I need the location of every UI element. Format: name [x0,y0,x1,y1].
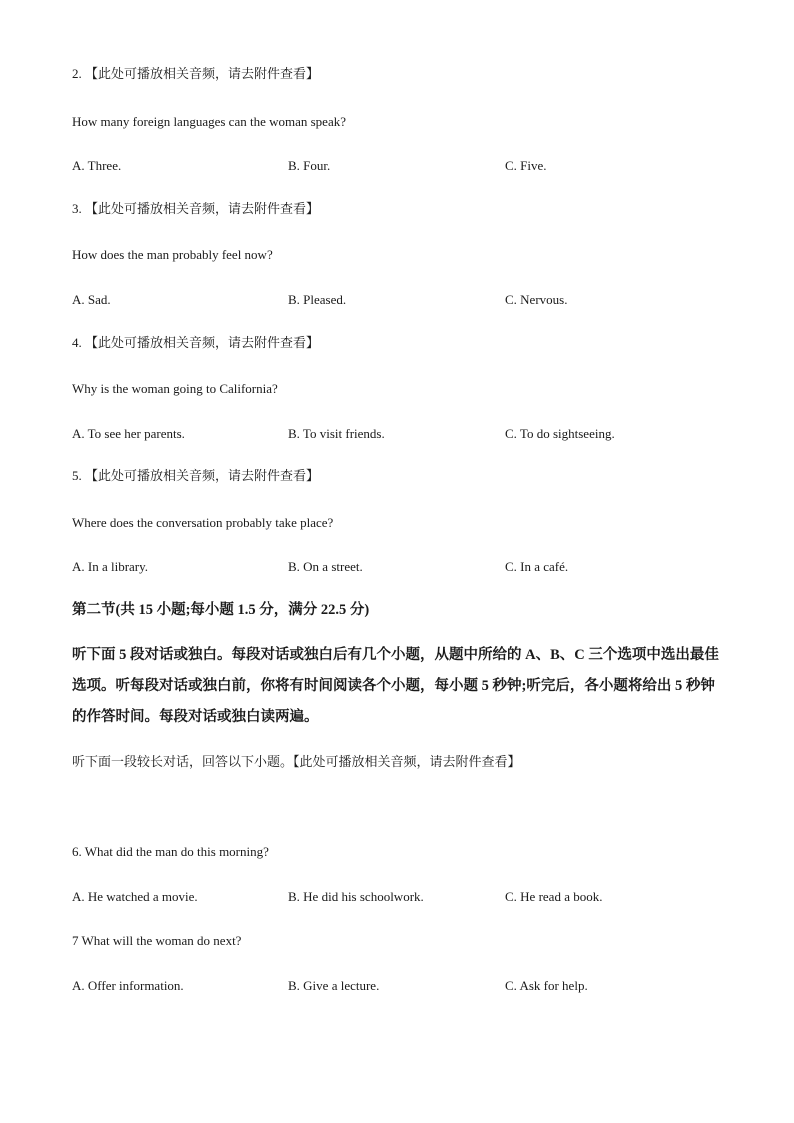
audio-placeholder-link[interactable]: 【此处可播放相关音频，请去附件查看】 [85,66,320,81]
audio-placeholder-link[interactable]: 【此处可播放相关音频，请去附件查看】 [85,468,320,483]
question-6-option-c: C. He read a book. [505,889,603,904]
question-3-option-b: B. Pleased. [288,292,347,307]
question-number: 5. [72,468,82,483]
question-4-header [72,335,319,351]
section-2-instructions: 听下面 5 段对话或独白。每段对话或独白后有几个小题，从题中所给的 A、B、C 三个选项中选出最佳选项。听每段对话或独白前，你将有时间阅读各个小题，每小题 5 秒钟;听完后，各小题将给出 5 秒钟的作答时间。每段对话或独白读两遍。 [72,647,719,725]
question-7-option-b: B. Give a lecture. [288,978,380,993]
question-5-header [72,468,319,484]
question-2-option-b: B. Four. [288,158,331,173]
question-5-stem: Where does the conversation probably take place? [72,515,334,530]
question-3-stem: How does the man probably feel now? [72,247,273,262]
question-7-option-c: C. Ask for help. [505,978,588,993]
question-2-stem: How many foreign languages can the woman speak? [72,114,346,129]
question-number: 4. [72,335,82,350]
question-4-option-a: A. To see her parents. [72,426,185,441]
question-3-option-c: C. Nervous. [505,292,568,307]
question-4-option-b: B. To visit friends. [288,426,385,441]
question-2-option-c: C. Five. [505,158,547,173]
question-7-option-a: A. Offer information. [72,978,184,993]
audio-placeholder-link[interactable]: 【此处可播放相关音频，请去附件查看】 [85,335,320,350]
section-2-lead: 听下面一段较长对话，回答以下小题。【此处可播放相关音频，请去附件查看】 [72,754,521,769]
question-7-stem: 7 What will the woman do next? [72,933,242,948]
question-6-option-a: A. He watched a movie. [72,889,198,904]
question-4-stem: Why is the woman going to California? [72,381,278,396]
question-5-option-b: B. On a street. [288,559,363,574]
question-5-option-c: C. In a café. [505,559,569,574]
question-4-option-c: C. To do sightseeing. [505,426,615,441]
question-6-option-b: B. He did his schoolwork. [288,889,424,904]
question-2-header [72,66,319,82]
question-number: 2. [72,66,82,81]
section-2-title: 第二节(共 15 小题;每小题 1.5 分，满分 22.5 分) [72,602,370,618]
question-3-header [72,201,319,217]
question-number: 3. [72,201,82,216]
question-6-stem: 6. What did the man do this morning? [72,844,269,859]
audio-placeholder-link[interactable]: 【此处可播放相关音频，请去附件查看】 [85,201,320,216]
question-2-option-a: A. Three. [72,158,122,173]
question-3-option-a: A. Sad. [72,292,111,307]
question-5-option-a: A. In a library. [72,559,149,574]
